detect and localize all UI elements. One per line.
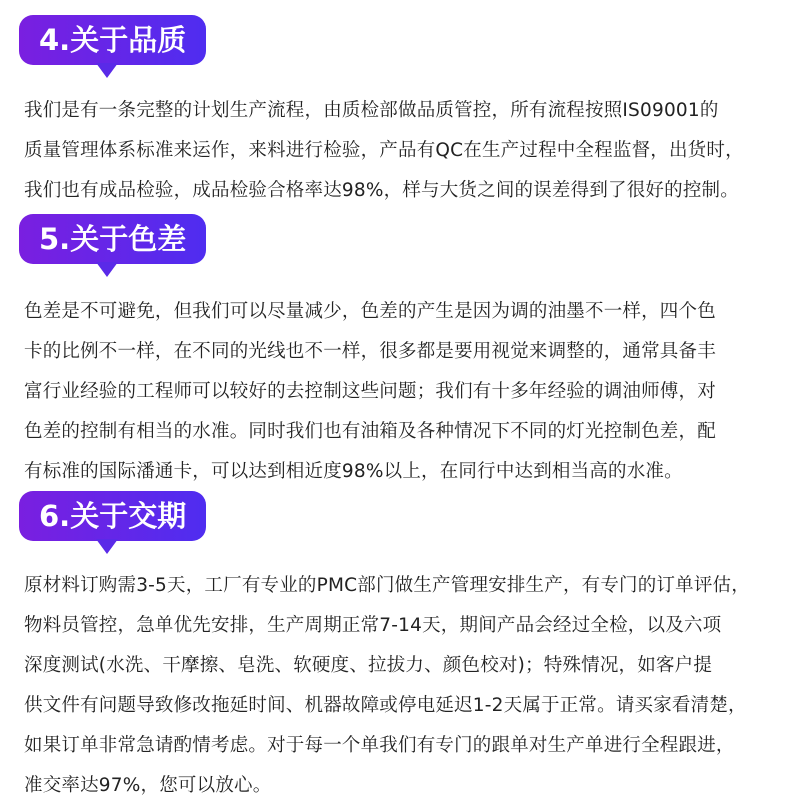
body-line: 准交率达97%，您可以放心。 xyxy=(24,775,272,796)
body-line: 我们是有一条完整的计划生产流程，由质检部做品质管控，所有流程按照IS09001的 xyxy=(24,100,719,121)
body-line: 供文件有问题导致修改拖延时间、机器故障或停电延迟1-2天属于正常。请买家看清楚， xyxy=(24,695,747,716)
body-line: 卡的比例不一样，在不同的光线也不一样，很多都是要用视觉来调整的，通常具备丰 xyxy=(24,341,716,362)
title-pointer-icon xyxy=(96,539,118,554)
section-body xyxy=(24,292,784,492)
section-title-quality: 4.关于品质 xyxy=(19,15,206,65)
body-line: 富行业经验的工程师可以较好的去控制这些问题；我们有十多年经验的调油师傅，对 xyxy=(24,381,716,402)
section-title-delivery: 6.关于交期 xyxy=(19,491,206,541)
body-line: 有标准的国际潘通卡，可以达到相近度98%以上，在同行中达到相当高的水准。 xyxy=(24,461,683,482)
body-line: 我们也有成品检验，成品检验合格率达98%，样与大货之间的误差得到了很好的控制。 xyxy=(24,180,739,201)
body-line: 色差的控制有相当的水准。同时我们也有油箱及各种情况下不同的灯光控制色差，配 xyxy=(24,421,716,442)
title-pointer-icon xyxy=(96,262,118,277)
section-body xyxy=(24,566,784,806)
body-line: 如果订单非常急请酌情考虑。对于每一个单我们有专门的跟单对生产单进行全程跟进， xyxy=(24,735,735,756)
section-title-color-difference: 5.关于色差 xyxy=(19,214,206,264)
title-pointer-icon xyxy=(96,63,118,78)
body-line: 质量管理体系标准来运作，来料进行检验，产品有QC在生产过程中全程监督，出货时， xyxy=(24,140,744,161)
body-line: 深度测试(水洗、干摩擦、皂洗、软硬度、拉拔力、颜色校对)；特殊情况，如客户提 xyxy=(24,655,713,676)
body-line: 色差是不可避免，但我们可以尽量减少，色差的产生是因为调的油墨不一样，四个色 xyxy=(24,301,716,322)
body-line: 物料员管控，急单优先安排，生产周期正常7-14天，期间产品会经过全检，以及六项 xyxy=(24,615,722,636)
section-body xyxy=(24,91,784,211)
body-line: 原材料订购需3-5天，工厂有专业的PMC部门做生产管理安排生产，有专门的订单评估， xyxy=(24,575,750,596)
